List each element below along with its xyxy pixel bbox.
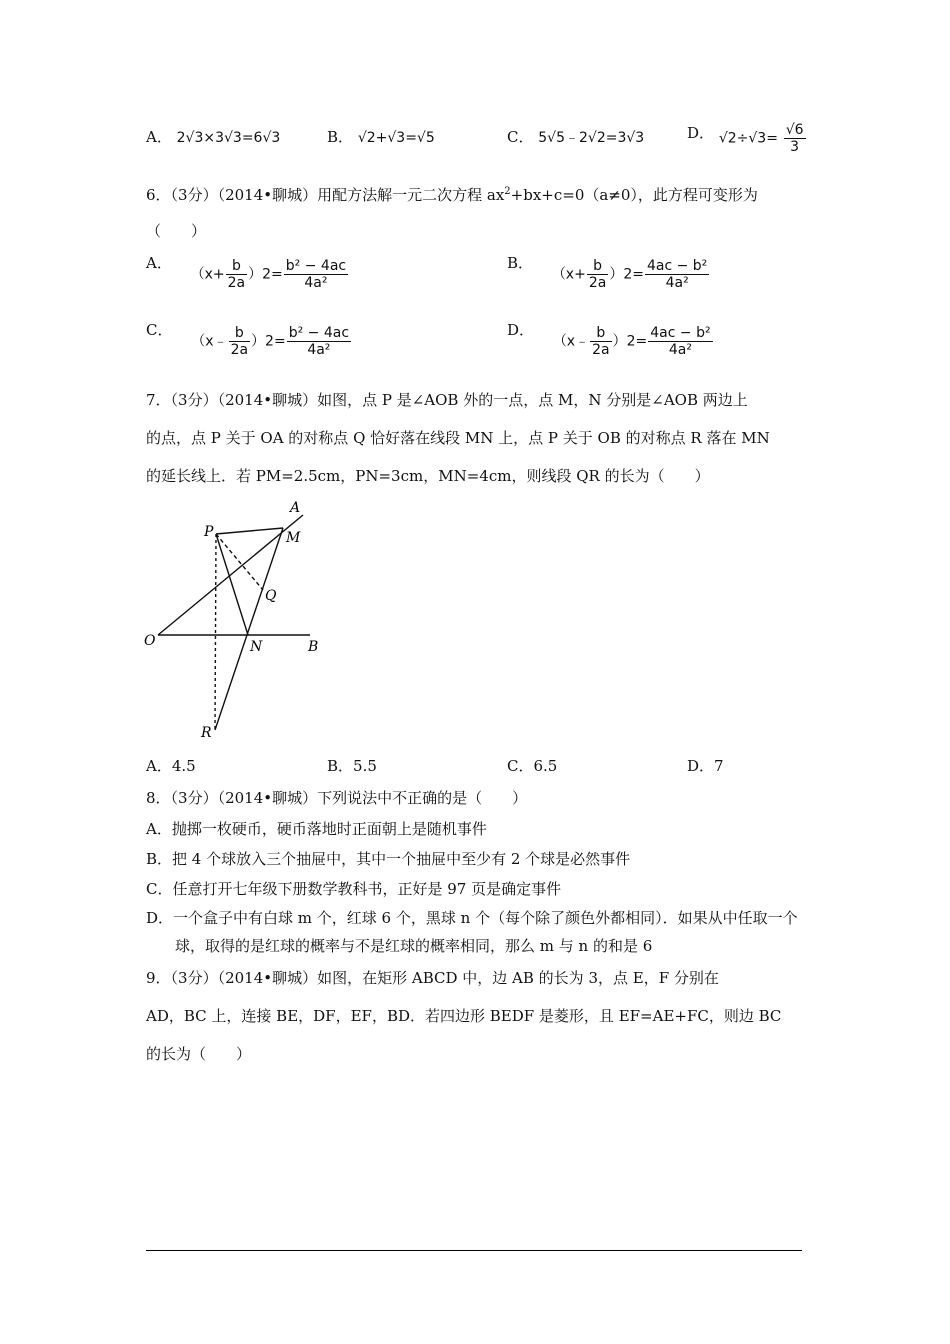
q8-option-b: B．把 4 个球放入三个抽屉中，其中一个抽屉中至少有 2 个球是必然事件 [146, 850, 631, 868]
q5-option-d-lhs: √2÷√3= [718, 130, 778, 147]
q5-option-d-letter: D． [687, 124, 715, 142]
q6-option-b [507, 252, 710, 291]
segment-mr [215, 528, 283, 730]
q5-option-d-fraction [784, 122, 806, 155]
q6-option-b-left: （x+ [551, 266, 586, 283]
q6-stem-line2: （ ） [146, 222, 207, 240]
q5-option-a-letter: A． [146, 128, 172, 146]
label-m: M [286, 530, 301, 546]
q7-option-b-value: 5.5 [353, 757, 377, 775]
q5-option-a [146, 126, 280, 147]
q6-option-b-fnum: b [587, 258, 609, 275]
q6-option-d-letter: D． [507, 321, 535, 339]
q6-option-a-fnum: b [226, 258, 248, 275]
label-b: B [308, 639, 319, 655]
q6-stem-text-end: +bx+c=0（a≠0），此方程可变形为 [510, 186, 758, 204]
q6-stem-sup: 2 [504, 186, 511, 197]
q6-option-d-rden: 4a² [668, 342, 692, 358]
q6-option-d-rnum: 4ac − b² [650, 325, 711, 341]
q6-option-d-fnum: b [590, 325, 612, 342]
q7-option-d-letter: D． [687, 757, 715, 775]
q6-option-d-fden: 2a [592, 342, 610, 358]
q7-option-d [687, 755, 724, 776]
q7-geometry-figure [140, 498, 340, 748]
q5-option-c [507, 126, 644, 147]
segment-pn [216, 534, 248, 635]
label-a: A [290, 500, 301, 516]
q5-option-d-denominator: 3 [790, 139, 800, 155]
q5-option-b [327, 126, 435, 147]
q6-stem-line1 [146, 184, 758, 205]
q6-option-b-fden: 2a [588, 275, 607, 291]
q6-option-c-left: （x﹣ [191, 333, 228, 350]
q7-stem-line1: 7．（3分）（2014•聊城）如图，点 P 是∠AOB 外的一点，点 M，N 分别是∠AOB 两边上 [146, 391, 748, 409]
q7-stem-line3: 的延长线上．若 PM=2.5cm，PN=3cm，MN=4cm，则线段 QR 的长为（ ） [146, 467, 710, 485]
q6-option-a-letter: A． [146, 254, 172, 272]
label-o: O [144, 633, 156, 649]
footer-divider [146, 1250, 802, 1251]
q6-option-d-left: （x﹣ [552, 333, 590, 350]
q6-option-c-pow: ）2= [251, 333, 286, 350]
q7-option-a-value: 4.5 [171, 757, 196, 775]
label-r: R [201, 725, 212, 741]
q6-option-b-pow: ）2= [609, 266, 644, 283]
q8-option-d-line2: 球，取得的是红球的概率与不是红球的概率相同，那么 m 与 n 的和是 6 [175, 937, 653, 955]
q5-option-a-expr: 2√3×3√3=6√3 [176, 130, 281, 146]
q6-option-c-fden: 2a [230, 342, 249, 358]
q6-option-d [507, 319, 714, 358]
q8-option-a: A．抛掷一枚硬币，硬币落地时正面朝上是随机事件 [146, 820, 487, 838]
q9-stem-line1: 9．（3分）（2014•聊城）如图，在矩形 ABCD 中，边 AB 的长为 3，点 E，F 分别在 [146, 969, 719, 987]
q6-option-c-rnum: b² − 4ac [288, 325, 350, 341]
label-n: N [250, 639, 263, 655]
q7-option-b [327, 755, 377, 776]
q7-option-a [146, 755, 196, 776]
q6-option-c-fnum: b [229, 325, 251, 342]
q7-stem-line2: 的点，点 P 关于 OA 的对称点 Q 恰好落在线段 MN 上，点 P 关于 OB 的对称点 R 落在 MN [146, 429, 770, 447]
q6-option-c-letter: C． [146, 321, 173, 339]
q5-option-b-expr: √2+√3=√5 [357, 130, 435, 146]
q7-option-c-value: 6.5 [533, 757, 558, 775]
q9-stem-line2: AD，BC 上，连接 BE，DF，EF，BD．若四边形 BEDF 是菱形，且 EF=AE+FC，则边 BC [146, 1007, 782, 1025]
q7-option-d-value: 7 [714, 757, 724, 775]
q6-option-b-rden: 4a² [665, 275, 689, 291]
q8-option-c: C．任意打开七年级下册数学教科书，正好是 97 页是确定事件 [146, 880, 562, 898]
q6-option-c-rden: 4a² [307, 342, 331, 358]
q6-option-a-left: （x+ [190, 266, 225, 283]
q7-option-c-letter: C． [507, 757, 534, 775]
q6-option-c [146, 319, 352, 358]
q6-option-a [146, 252, 349, 291]
q8-stem: 8．（3分）（2014•聊城）下列说法中不正确的是（ ） [146, 789, 528, 807]
q5-option-c-letter: C． [507, 128, 534, 146]
q9-stem-line3: 的长为（ ） [146, 1045, 252, 1063]
q6-option-a-rden: 4a² [304, 275, 328, 291]
segment-pr-dashed [215, 534, 216, 730]
q6-option-a-fden: 2a [227, 275, 246, 291]
q6-option-d-pow: ）2= [612, 333, 648, 350]
q6-stem-text: 6．（3分）（2014•聊城）用配方法解一元二次方程 ax [146, 186, 505, 204]
q5-option-d [687, 122, 807, 155]
q5-option-b-letter: B． [327, 128, 354, 146]
q6-option-a-rnum: b² − 4ac [285, 258, 347, 274]
label-p: P [204, 524, 214, 540]
q6-option-a-pow: ）2= [248, 266, 283, 283]
q5-option-c-expr: 5√5﹣2√2=3√3 [538, 130, 645, 146]
segment-pm [216, 528, 283, 534]
q8-option-d-line1: D．一个盒子中有白球 m 个，红球 6 个，黑球 n 个（每个除了颜色外都相同）．如果从中任取一个 [146, 909, 798, 927]
q7-option-c [507, 755, 557, 776]
q6-option-b-rnum: 4ac − b² [646, 258, 708, 274]
q6-option-b-letter: B． [507, 254, 534, 272]
label-q: Q [265, 588, 277, 604]
q7-option-a-letter: A． [146, 757, 172, 775]
q7-option-b-letter: B． [327, 757, 354, 775]
q5-option-d-numerator: √6 [785, 122, 804, 138]
